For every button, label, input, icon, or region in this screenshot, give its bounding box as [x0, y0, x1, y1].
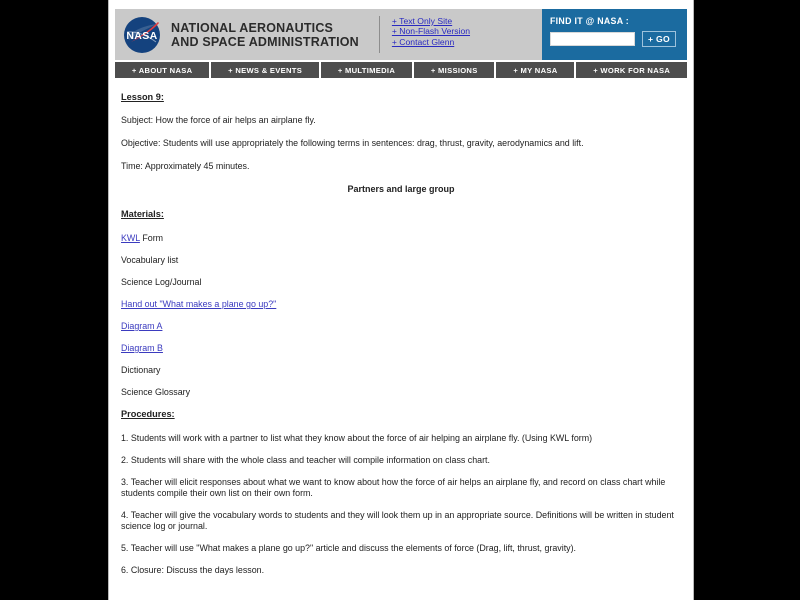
nasa-meatball-logo-icon	[123, 16, 161, 54]
primary-nav-bar	[115, 62, 687, 78]
nav-item-multimedia[interactable]: + MULTIMEDIA	[321, 62, 412, 78]
link-non-flash-version[interactable]: + Non-Flash Version	[391, 26, 471, 37]
procedure-item-3: 3. Teacher will elicit responses about what we want to know about how the force of air helps an airplane fly, and record on class chart while students compile their own list on their own form.	[121, 477, 666, 498]
material-kwl-form	[121, 233, 681, 244]
lesson-document	[109, 78, 693, 576]
nav-item-missions[interactable]: + MISSIONS	[414, 62, 494, 78]
nasa-wordmark-line2: AND SPACE ADMINISTRATION	[171, 34, 359, 49]
material-handout	[121, 299, 681, 310]
header-links	[380, 9, 542, 60]
procedure-item-1: 1. Students will work with a partner to list what they know about the force of air helping an airplane fly. (Using KWL form)	[121, 433, 593, 443]
material-diagram-b	[121, 343, 681, 354]
lesson-title: Lesson 9:	[121, 92, 164, 102]
nasa-wordmark-line1: NATIONAL AERONAUTICS	[171, 20, 334, 35]
nasa-wordmark	[171, 21, 359, 49]
procedure-item-5: 5. Teacher will use "What makes a plane go up?" article and discuss the elements of force (Drag, lift, thrust, gravity).	[121, 543, 577, 553]
material-dictionary: Dictionary	[121, 365, 161, 375]
link-contact-glenn[interactable]: + Contact Glenn	[391, 36, 455, 47]
materials-heading: Materials:	[121, 209, 164, 219]
procedure-item-6: 6. Closure: Discuss the days lesson.	[121, 565, 265, 575]
material-diagram-a	[121, 321, 681, 332]
search-input[interactable]	[550, 32, 635, 46]
nav-item-work-for-nasa[interactable]: + WORK FOR NASA	[576, 62, 687, 78]
lesson-time: Time: Approximately 45 minutes.	[121, 161, 250, 171]
procedures-heading: Procedures:	[121, 409, 175, 419]
material-vocabulary-list: Vocabulary list	[121, 255, 179, 265]
link-diagram-b[interactable]: Diagram B	[121, 343, 163, 353]
procedure-item-2: 2. Students will share with the whole class and teacher will compile information on class chart.	[121, 455, 490, 465]
link-text-only-site[interactable]: + Text Only Site	[391, 16, 453, 26]
nav-item-about-nasa[interactable]: + ABOUT NASA	[115, 62, 209, 78]
search-label: FIND IT @ NASA :	[550, 16, 630, 26]
page-sheet	[108, 0, 694, 600]
link-diagram-a[interactable]: Diagram A	[121, 321, 163, 331]
procedure-item-4: 4. Teacher will give the vocabulary words to students and they will look them up in an appropriate source. Definitions will be written in student science log or journal.	[121, 510, 674, 531]
nav-item-news-and-events[interactable]: + NEWS & EVENTS	[211, 62, 319, 78]
nasa-banner	[115, 9, 687, 60]
lesson-subject: Subject: How the force of air helps an airplane fly.	[121, 115, 316, 125]
lesson-objective: Objective: Students will use appropriately the following terms in sentences: drag, thrust, gravity, aerodynamics and lift.	[121, 138, 584, 148]
svg-text:NASA: NASA	[126, 29, 158, 42]
search-panel	[542, 9, 687, 60]
material-science-log: Science Log/Journal	[121, 277, 202, 287]
link-handout-what-makes-a-plane-go-up[interactable]: Hand out "What makes a plane go up?"	[121, 299, 277, 309]
material-science-glossary: Science Glossary	[121, 387, 191, 397]
search-row	[550, 31, 681, 47]
lesson-grouping: Partners and large group	[347, 184, 455, 194]
search-go-button[interactable]: + GO	[642, 31, 676, 47]
material-kwl-form-rest: Form	[139, 233, 164, 243]
nav-item-my-nasa[interactable]: + MY NASA	[496, 62, 574, 78]
nasa-logo-block	[115, 9, 359, 60]
link-kwl[interactable]: KWL	[121, 233, 140, 243]
